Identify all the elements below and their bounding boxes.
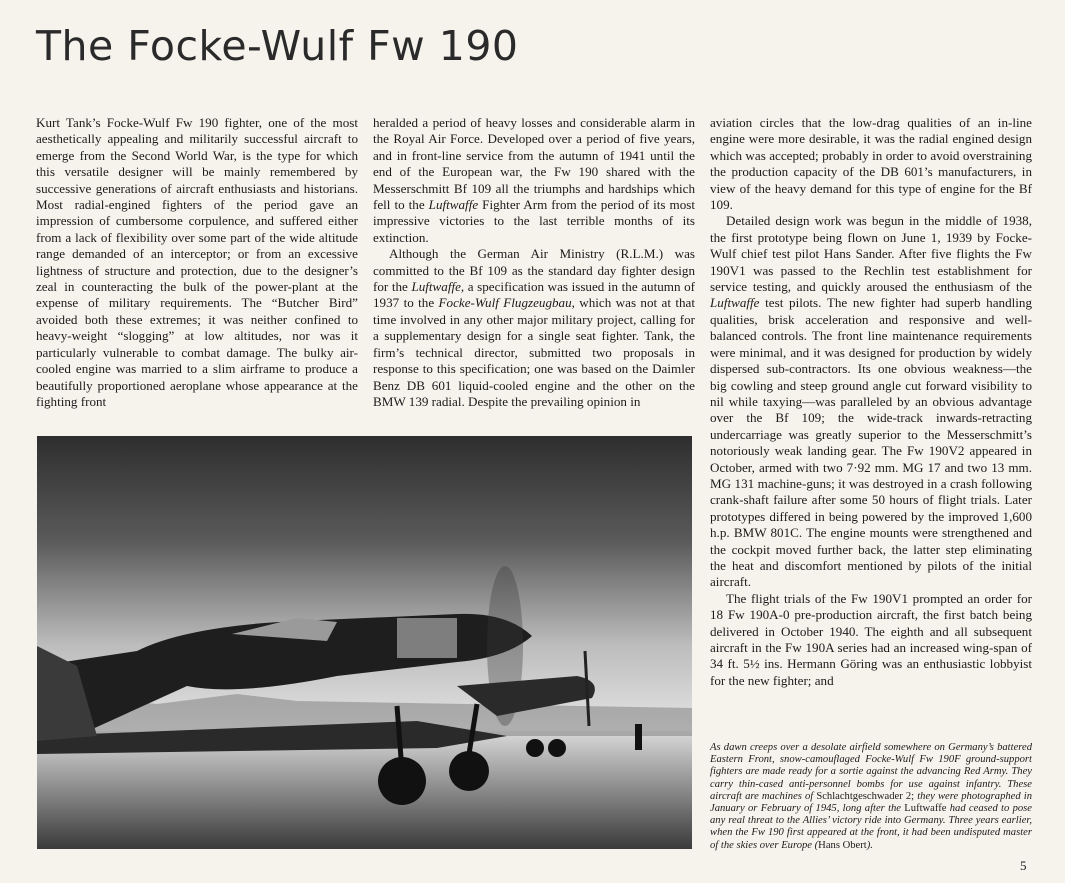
page-title: The Focke-Wulf Fw 190 xyxy=(36,22,519,70)
paragraph: aviation circles that the low-drag qualities of an in-line engine were more desirable, it was the radial engined design which was accepted; probably in order to avoid overstraining the production capacity of the DB 601’s manufacturers, in view of the heavy demand for this type of engine for the Bf 109. xyxy=(710,115,1032,213)
text-column-3 xyxy=(710,115,1032,689)
paragraph: heralded a period of heavy losses and considerable alarm in the Royal Air Force. Developed over a period of five years, and in front-line service from the autumn of 1941 until the end of the European war, the Fw 190 shared with the Messerschmitt Bf 109 all the triumphs and hardships which fell to the Luftwaffe Fighter Arm from the period of its most impressive victories to the last terrible months of its extinction. xyxy=(373,115,695,245)
paragraph: The flight trials of the Fw 190V1 prompted an order for 18 Fw 190A-0 pre-production aircraft, the first batch being delivered in October 1940. The eighth and all subsequent aircraft in the Fw 190A series had an increased wing-span of 34 ft. 5½ ins. Hermann Göring was an enthusiastic lobbyist for the new fighter; and xyxy=(710,590,1032,688)
text-column-2 xyxy=(373,115,695,410)
photo-caption: As dawn creeps over a desolate airfield somewhere on Germany’s battered Eastern Front, snow-camouflaged Focke-Wulf Fw 190F ground-support fighters are made ready for a sortie against the advancing Red Army. They carry thin-cased anti-personnel bombs for use against infantry. These aircraft are machines of Schlachtgeschwader 2; they were photographed in January or February of 1945, long after the Luftwaffe had ceased to pose any real threat to the Allies’ victory ride into Germany. Three years earlier, when the Fw 190 first appeared at the front, it had been undisputed master of the skies over Europe (Hans Obert). xyxy=(710,742,1032,851)
paragraph: Although the German Air Ministry (R.L.M.) was committed to the Bf 109 as the standard day fighter design for the Luftwaffe, a specification was issued in the autumn of 1937 to the Focke-Wulf Flugzeugbau, which was not at that time involved in any other major military project, calling for a supplementary design for a single seat fighter. Tank, the firm’s technical director, submitted two proposals in response to this specification; one was based on the Daimler Benz DB 601 liquid-cooled engine and the other on the BMW 139 radial. Despite the prevailing opinion in xyxy=(373,246,696,409)
aircraft-photo xyxy=(37,436,692,849)
paragraph: Detailed design work was begun in the middle of 1938, the first prototype being flown on June 1, 1939 by Focke-Wulf chief test pilot Hans Sander. After five flights the Fw 190V1 was passed to the Rechlin test establishment for service testing, and quickly aroused the enthusiasm of the Luftwaffe test pilots. The new fighter had superb handling qualities, brisk acceleration and responsive and well-balanced controls. The front line maintenance requirements were minimal, and it was designed for production by widely dispersed sub-contractors. Its one obvious weakness—the big cowling and steep ground angle cut forward visibility to nil while taxying—was paralleled by an obvious advantage over the Bf 109; the wide-track inwards-retracting undercarriage was greatly superior to the Messerschmitt’s notoriously weak landing gear. The Fw 190V2 appeared in October, armed with two 7·92 mm. MG 17 and two 13 mm. MG 131 machine-guns; it was destroyed in a crash following crank-shaft failure after some 50 hours of flight trials. Later prototypes differed in being powered by the improved 1,600 h.p. BMW 801C. The engine mounts were strengthened and the cockpit moved further back, the latter step eliminating the heat and discomfort mentioned by pilots of the initial aircraft. xyxy=(710,213,1032,590)
text-column-1 xyxy=(36,115,358,410)
paragraph: Kurt Tank’s Focke-Wulf Fw 190 fighter, one of the most aesthetically appealing and militarily successful aircraft to emerge from the Second World War, is the type for which this versatile designer will be mainly remembered by successive generations of aircraft enthusiasts and historians. Most radial-engined fighters of the period gave an impression of cumbersome corpulence, and suffered either from a lack of flexibility over some part of the wide altitude range demanded of an interceptor; or from an excessive lightness of structure and protection, due to the designer’s zeal in counteracting the bulk of the power-plant at the expense of military requirements. The “Butcher Bird” avoided both these extremes; it was neither confined to heavy-weight “slogging” at low altitudes, nor was it particularly vulnerable to combat damage. The bulky air-cooled engine was married to a slim airframe to produce a beautifully proportioned aeroplane whose appearance at the fighting front xyxy=(36,115,358,409)
page-number: 5 xyxy=(1020,858,1027,873)
airfield-photo-illustration xyxy=(37,436,692,849)
